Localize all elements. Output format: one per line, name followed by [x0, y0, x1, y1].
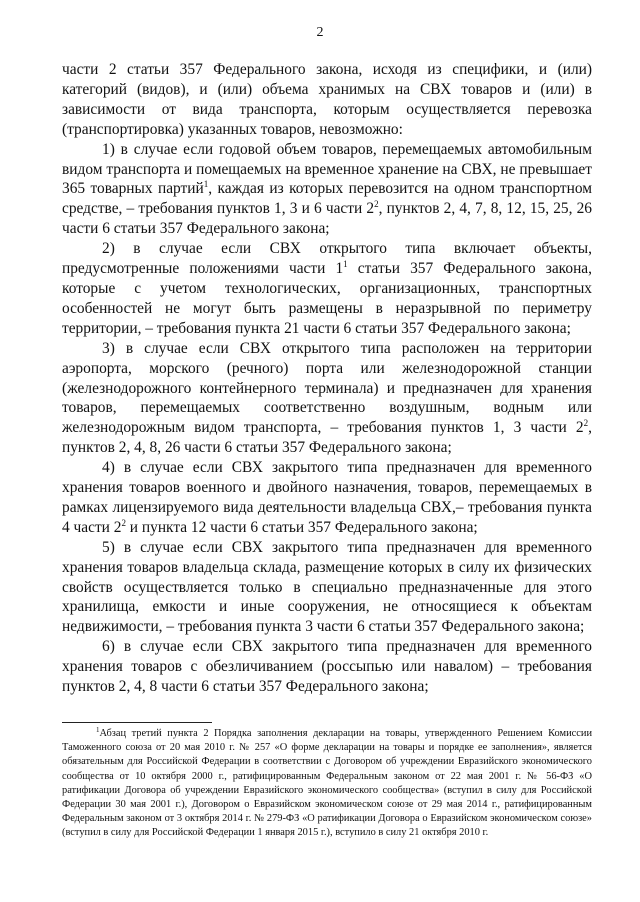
list-item-6 [62, 637, 592, 697]
item-3-text-a: 3) в случае если СВХ открытого типа расположен на территории аэропорта, морского (речного) порта или железнодорожной станции (железнодорожного контейнерного терминала) и предназначен для хранения товаров, перемещаемых соответственно воздушным, водным или железнодорожным видом транспорта, – требования пунктов 1, 3 части 2 [62, 339, 592, 437]
intro-paragraph: части 2 статьи 357 Федерального закона, исходя из специфики, и (или) категорий (видов), и (или) объема хранимых на СВХ товаров и (или) в зависимости от вида транспорта, которым осуществляется перевозка (транспортировка) указанных товаров, невозможно: [62, 61, 592, 138]
list-item-1 [62, 140, 592, 240]
superscript-1: 1 [343, 259, 348, 270]
superscript-2: 2 [374, 199, 379, 210]
item-2-text-a: 2) в случае если СВХ открытого типа включает объекты, предусмотренные положениями части 1 [62, 240, 592, 278]
item-1-text-c: , пунктов 2, 4, 7, 8, 12, 15, 25, 26 части 6 статьи 357 Федерального закона; [62, 200, 593, 238]
item-1-text-b: , каждая из которых перевозится на одном транспортном средстве, – требования пунктов 1, 3 и 6 части 2 [62, 180, 593, 218]
footnote-ref-1: 1 [203, 179, 209, 190]
item-4-text-a: 4) в случае если СВХ закрытого типа предназначен для временного хранения товаров военного и двойного назначения, товаров, перемещаемых в рамках лицензируемого вида деятельности владельца СВХ,– требования пункта 4 части 2 [62, 459, 592, 536]
item-5-text: 5) в случае если СВХ закрытого типа предназначен для временного хранения товаров владельца склада, размещение которых в силу их физических свойств осуществляется только в специально предназначенные для этого хранилища, емкости и иные сооружения, не относящиеся к объектам недвижимости, – требования пункта 3 части 6 статьи 357 Федерального закона; [62, 538, 592, 636]
footnote-divider [62, 722, 212, 723]
list-item-2 [62, 239, 592, 339]
list-item-3 [62, 339, 592, 458]
superscript-2: 2 [583, 418, 589, 429]
item-6-text: 6) в случае если СВХ закрытого типа предназначен для временного хранения товаров с обезличиванием (россыпью или навалом) – требования пунктов 2, 4, 8 части 6 статьи 357 Федерального закона; [62, 638, 592, 696]
item-3-text-b: , пунктов 2, 4, 8, 26 части 6 статьи 357 Федерального закона; [62, 419, 592, 457]
footnote-marker: 1 [96, 726, 100, 734]
item-1-text-a: 1) в случае если годовой объем товаров, перемещаемых автомобильным видом транспорта и помещаемых на временное хранение на СВХ, не превышает 365 товарных партий [62, 140, 592, 198]
item-2-text-b: статьи 357 Федерального закона, которые с учетом технологических, организационных, транспортных особенностей не могут быть размещены в неразрывной по периметру территории, – требования пункта 21 части 6 статьи 357 Федерального закона; [62, 260, 592, 337]
superscript-2: 2 [121, 517, 126, 528]
footnote [62, 727, 592, 841]
body-text [62, 60, 592, 697]
list-item-5 [62, 538, 592, 638]
page-number: 2 [316, 25, 324, 40]
list-item-4 [62, 458, 592, 538]
footnote-text: Абзац третий пункта 2 Порядка заполнения декларации на товары, утвержденного Решением Комиссии Таможенного союза от 20 мая 2010 г. № 257 «О форме декларации на товары и порядке ее заполнения», является обязательным для Российской Федерации в соответствии с Договором об учреждении Евразийского экономического сообщества от 10 октября 2000 г., ратифицированным Федеральным законом от 22 мая 2001 г. № 56-ФЗ «О ратификации Договора об учреждении Евразийского экономического сообщества» (вступил в силу для Российской Федерации 30 мая 2001 г.), Договором о Евразийском экономическом союзе от 29 мая 2014 г., ратифицированным Федеральным законом от 3 октября 2014 г. № 279-ФЗ «О ратификации Договора о Евразийском экономическом союзе» (вступил в силу для Российской Федерации 1 января 2015 г.), вступило в силу 21 октября 2010 г. [62, 728, 592, 839]
item-4-text-b: и пункта 12 части 6 статьи 357 Федерального закона; [125, 518, 478, 536]
